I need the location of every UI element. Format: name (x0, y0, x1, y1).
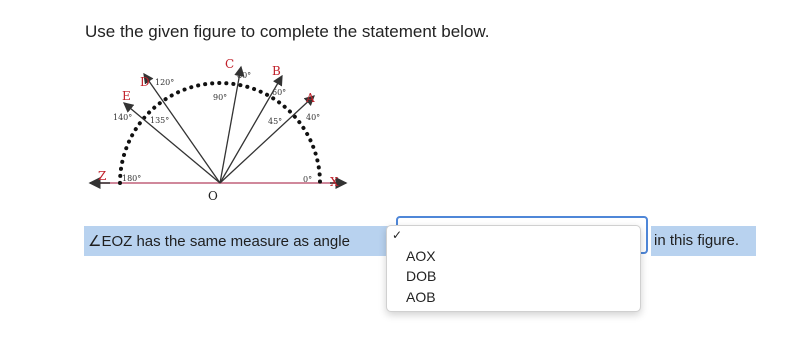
protractor-figure (80, 50, 370, 210)
label-d: D (140, 75, 150, 89)
option-dob[interactable]: DOB (406, 268, 437, 284)
label-c: C (225, 57, 235, 71)
question-prompt: Use the given figure to complete the statement below. (85, 22, 490, 41)
ray-oa (220, 96, 314, 183)
label-b: B (272, 64, 281, 78)
deg-135: 135° (150, 116, 170, 125)
statement-before: ∠EOZ has the same measure as angle (88, 233, 350, 250)
deg-0: 0° (303, 175, 313, 184)
statement-after: in this figure. (654, 232, 740, 249)
label-x: X (330, 175, 339, 189)
label-a: A (306, 91, 315, 105)
deg-60: 60° (272, 88, 287, 97)
deg-180: 180° (122, 174, 142, 183)
checkmark-icon: ✓ (392, 228, 403, 242)
label-z: Z (98, 169, 107, 183)
option-aox[interactable]: AOX (406, 248, 436, 264)
deg-90: 90° (213, 93, 228, 102)
deg-140: 140° (113, 113, 133, 122)
option-aob[interactable]: AOB (406, 289, 436, 305)
deg-45: 45° (268, 117, 283, 126)
deg-120: 120° (155, 78, 175, 87)
deg-40: 40° (306, 113, 321, 122)
deg-80: 80° (237, 71, 252, 80)
label-e: E (122, 89, 131, 103)
label-o: O (208, 189, 218, 203)
protractor-diagram (80, 50, 370, 210)
answer-dropdown-menu (386, 225, 641, 312)
